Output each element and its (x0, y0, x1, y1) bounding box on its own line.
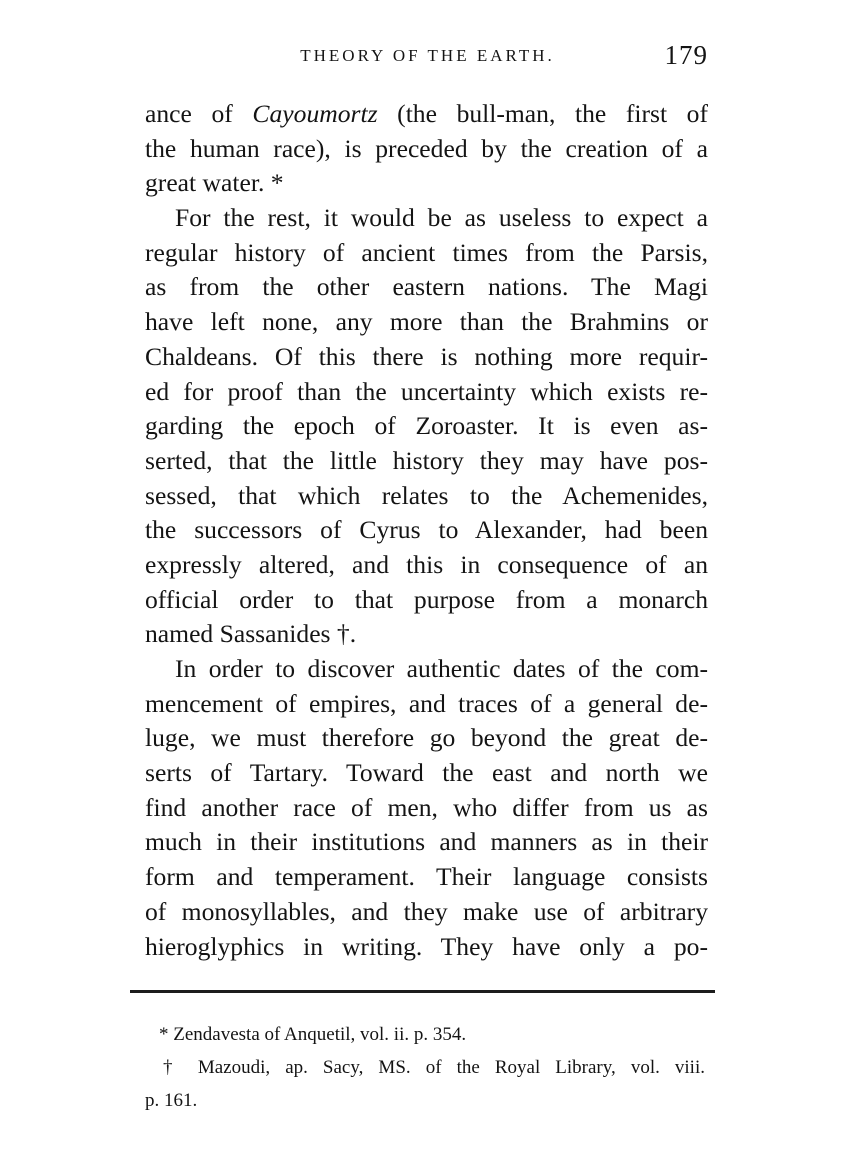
text-line: For the rest, it would be as useless to expect a (175, 203, 708, 233)
text-line: official order to that purpose from a monarch (145, 584, 708, 614)
text-line: the human race), is preceded by the creation of a (145, 133, 708, 163)
text-line: find another race of men, who differ from us as (145, 792, 708, 822)
running-head (145, 40, 710, 80)
text-line: serted, that the little history they may have pos- (145, 445, 708, 475)
text-line: ed for proof than the uncertainty which exists re- (145, 376, 708, 406)
text-line: In order to discover authentic dates of the com- (175, 654, 708, 683)
footnote: * Zendavesta of Anquetil, vol. ii. p. 354. (159, 1024, 467, 1045)
footnote: † Mazoudi, ap. Sacy, MS. of the Royal Library, vol. viii. (163, 1057, 705, 1078)
text-line: the successors of Cyrus to Alexander, had been (145, 515, 708, 545)
footnotes (145, 1018, 705, 1117)
running-title: THEORY OF THE EARTH. (300, 46, 555, 65)
text-line: Chaldeans. Of this there is nothing more requir- (145, 341, 708, 371)
text-line: hieroglyphics in writing. They have only a po- (145, 931, 708, 961)
text-line: sessed, that which relates to the Achemenides, (145, 480, 708, 510)
body-text (145, 97, 708, 964)
text-line: serts of Tartary. Toward the east and north we (145, 758, 708, 788)
text-line: regular history of ancient times from the Parsis, (145, 237, 708, 267)
text-line: mencement of empires, and traces of a general de- (145, 688, 708, 718)
footnote-divider (130, 990, 715, 993)
text-line: of monosyllables, and they make use of arbitrary (145, 896, 708, 926)
footnote: p. 161. (145, 1090, 198, 1111)
italic-name: Cayoumortz (252, 99, 378, 128)
text-line: ance of Cayoumortz (the bull-man, the first of (145, 99, 708, 128)
text-line: great water. * (145, 168, 284, 198)
text-line: luge, we must therefore go beyond the great de- (145, 723, 708, 753)
text-line: as from the other eastern nations. The Magi (145, 272, 708, 302)
text-line: expressly altered, and this in consequence of an (145, 549, 708, 579)
text-line: have left none, any more than the Brahmins or (145, 307, 708, 337)
text-line: much in their institutions and manners as in their (145, 827, 708, 857)
text-line: named Sassanides †. (145, 619, 357, 649)
page-number: 179 (664, 40, 708, 70)
text-line: form and temperament. Their language consists (145, 862, 708, 892)
text-line: garding the epoch of Zoroaster. It is even as- (145, 411, 708, 441)
